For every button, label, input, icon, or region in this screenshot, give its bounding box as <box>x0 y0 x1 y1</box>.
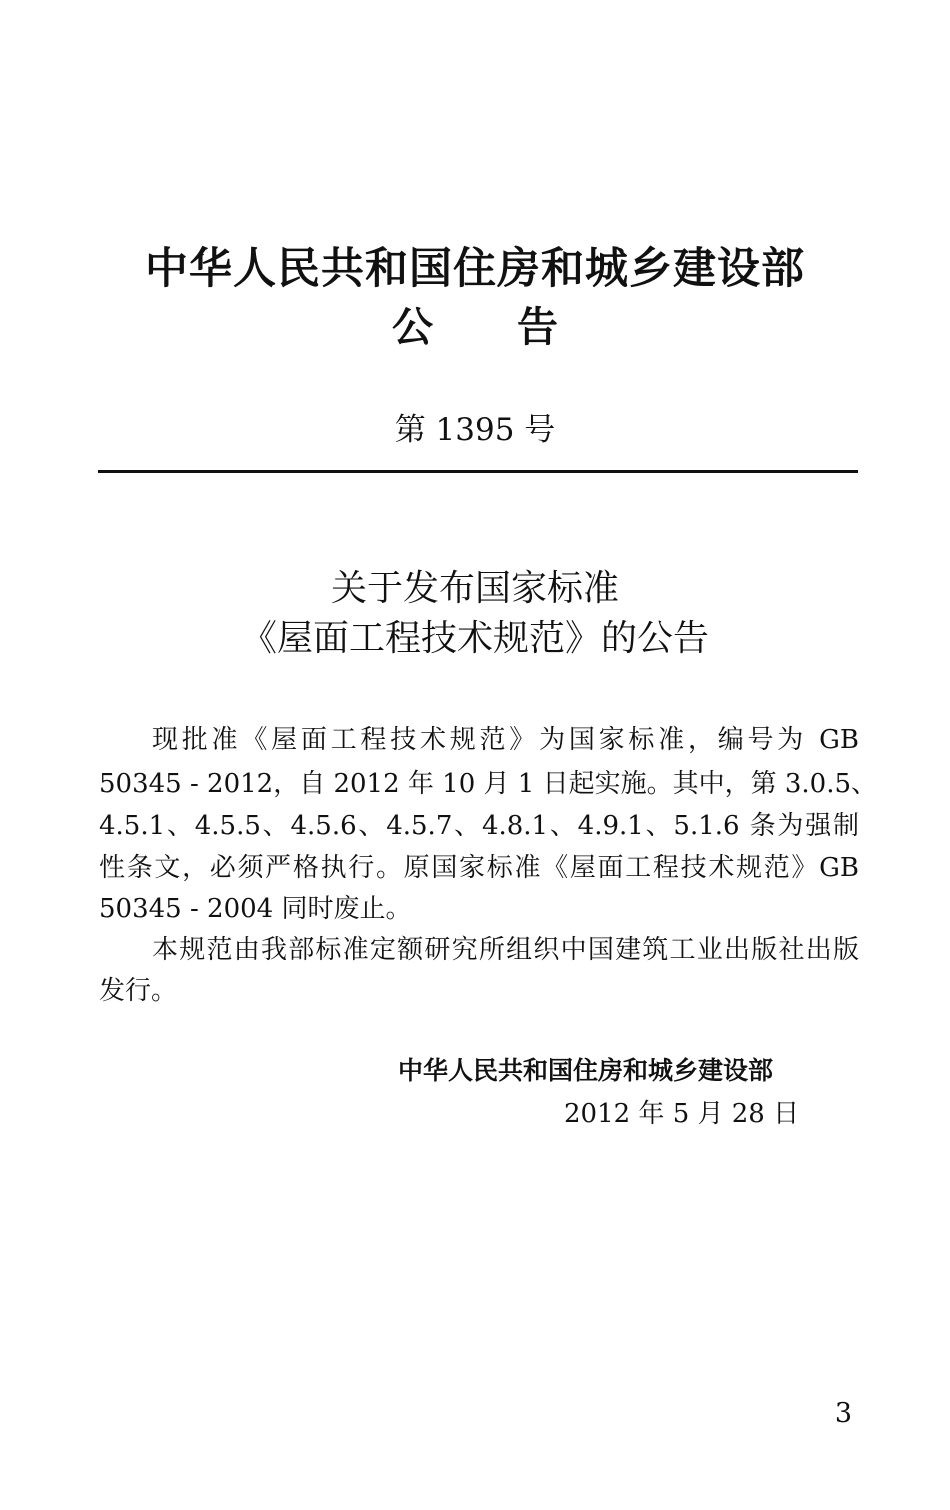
body-paragraph-1-line-2: 50345 - 2012，自 2012 年 10 月 1 日起实施。其中，第 3.0.5、 <box>99 769 877 799</box>
body-paragraph-1-line-4: 性条文，必须严格执行。原国家标准《屋面工程技术规范》GB <box>99 853 859 883</box>
ministry-title: 中华人民共和国住房和城乡建设部 <box>145 244 805 294</box>
notice-heading: 公告 <box>392 303 642 351</box>
header-divider <box>98 470 858 473</box>
subject-line-2: 《屋面工程技术规范》的公告 <box>240 618 709 659</box>
body-paragraph-1-line-3: 4.5.1、4.5.5、4.5.6、4.5.7、4.8.1、4.9.1、5.1.6 条为强制 <box>99 811 859 841</box>
subject-line-1: 关于发布国家标准 <box>330 568 619 609</box>
body-paragraph-2-line-1: 本规范由我部标准定额研究所组织中国建筑工业出版社出版 <box>152 935 859 965</box>
notice-number: 第 1395 号 <box>394 412 556 448</box>
signature-organization: 中华人民共和国住房和城乡建设部 <box>398 1056 774 1085</box>
page-number: 3 <box>834 1398 852 1429</box>
body-paragraph-1-line-5: 50345 - 2004 同时废止。 <box>99 894 412 924</box>
body-paragraph-2-line-2: 发行。 <box>99 976 178 1006</box>
body-paragraph-1-line-1: 现批准《屋面工程技术规范》为国家标准，编号为 GB <box>152 725 859 755</box>
signature-date: 2012 年 5 月 28 日 <box>564 1099 800 1129</box>
